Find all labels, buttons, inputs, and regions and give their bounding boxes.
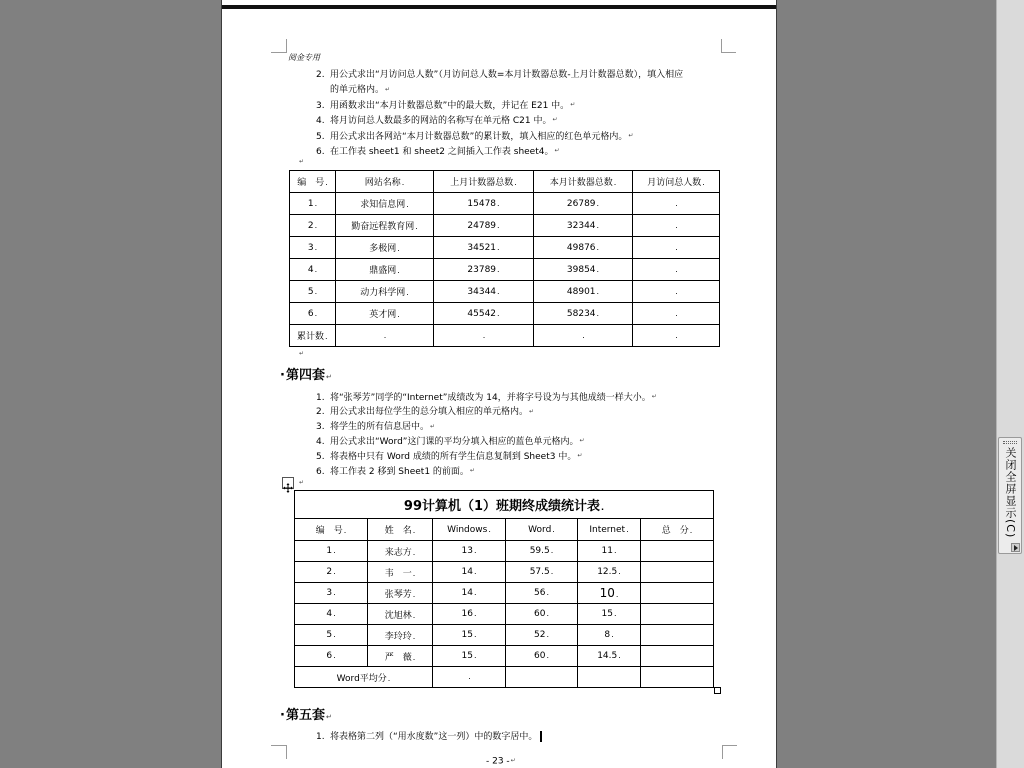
list-item-text: 用函数求出“本月计数器总数”中的最大数，并记在 E21 中。 ↵: [330, 101, 575, 111]
table-cell[interactable]: 4 .: [295, 604, 368, 625]
list-item-number: 1.: [316, 732, 325, 742]
table-cell[interactable]: [433, 667, 506, 688]
list-item-text: 用公式求出每位学生的总分填入相应的单元格内。 ↵: [330, 407, 534, 417]
list-item-text: 将表格中只有 Word 成绩的所有学生信息复制到 Sheet3 中。 ↵: [330, 452, 582, 462]
table-cell[interactable]: 60 .: [506, 646, 578, 667]
crop-mark-top-right-v: [721, 39, 722, 53]
table-cell[interactable]: [633, 259, 720, 281]
close-fullscreen-button[interactable]: [998, 437, 1022, 554]
header-cell-word[interactable]: Word .: [506, 519, 578, 541]
list-item: [316, 405, 657, 420]
header-cell-this-month[interactable]: 本月计数器总数 .: [534, 171, 633, 193]
header-cell-number[interactable]: 编 号 .: [290, 171, 336, 193]
list-item-number: 5.: [316, 451, 325, 462]
table-cell[interactable]: 14 .: [433, 583, 506, 604]
average-label-cell[interactable]: Word平均分 .: [295, 667, 433, 688]
total-label-cell[interactable]: 累计数 .: [290, 325, 336, 347]
table-cell[interactable]: [641, 604, 714, 625]
list-item-text: 将“张琴芳”同学的“Internet”成绩改为 14，并将字号设为与其他成绩一样大小。 ↵: [330, 393, 657, 403]
header-cell-total[interactable]: 总 分 .: [641, 519, 714, 541]
table-cell[interactable]: 沈旭林 .: [368, 604, 433, 625]
list-item: [316, 730, 542, 744]
list-item-number: 4.: [316, 116, 325, 127]
list-item: [316, 144, 683, 159]
crop-mark-bottom-right-v: [722, 745, 723, 759]
website-counter-table: [289, 170, 720, 347]
list-item-number: 6.: [316, 146, 325, 157]
table-row: [295, 625, 714, 646]
table-row: [295, 583, 714, 604]
toolbar-grip[interactable]: [1003, 441, 1017, 444]
paragraph-mark: [299, 158, 304, 165]
table-cell[interactable]: 张琴芳 .: [368, 583, 433, 604]
table-move-handle[interactable]: [282, 477, 294, 489]
table-row: [290, 193, 720, 215]
list-item-continuation: [316, 83, 683, 98]
table-cell[interactable]: 34521 .: [434, 237, 534, 259]
set4-task-list: [316, 390, 657, 479]
list-item: [316, 449, 657, 464]
table-cell[interactable]: 12.5 .: [578, 562, 641, 583]
list-item-text: 将表格第二列（“用水度数”这一列）中的数字居中。: [330, 732, 538, 742]
table-cell[interactable]: 14.5 .: [578, 646, 641, 667]
table-header-row: [290, 171, 720, 193]
list-item-number: 2.: [316, 70, 325, 80]
set5-task-list: [316, 730, 542, 744]
list-item: [316, 420, 657, 435]
list-item-text: 将学生的所有信息居中。 ↵: [330, 422, 435, 432]
list-item-number: 3.: [316, 100, 325, 111]
list-item-text: 将工作表 2 移到 Sheet1 的前面。 ↵: [330, 467, 475, 477]
list-item: [316, 113, 683, 128]
table-title-cell[interactable]: 99计算机（1）班期终成绩统计表 .: [295, 491, 714, 519]
list-item: [316, 390, 657, 405]
header-cell-monthly-visits[interactable]: 月访问总人数 .: [633, 171, 720, 193]
crop-mark-bottom-left-h: [271, 745, 286, 746]
crop-mark-bottom-left-v: [286, 745, 287, 759]
list-item-text: 将月访问总人数最多的网站的名称写在单元格 C21 中。 ↵: [330, 116, 558, 126]
table-row: [290, 215, 720, 237]
table-cell[interactable]: [641, 562, 714, 583]
table-row: [295, 646, 714, 667]
header-cell-number[interactable]: 编 号 .: [295, 519, 368, 541]
table-cell[interactable]: 1 .: [295, 541, 368, 562]
table-cell[interactable]: 34344 .: [434, 281, 534, 303]
list-item-number: 1.: [316, 392, 325, 403]
list-item-text: 用公式求出各网站“本月计数器总数”的累计数，填入相应的红色单元格内。 ↵: [330, 132, 633, 142]
table-total-row: [290, 325, 720, 347]
table-cell[interactable]: 58234 .: [534, 303, 633, 325]
table-cell[interactable]: 1 .: [290, 193, 336, 215]
table-cell[interactable]: 求知信息网 .: [336, 193, 434, 215]
table-cell[interactable]: 13 .: [433, 541, 506, 562]
table-cell-edited-internet-score[interactable]: 10 .: [578, 583, 641, 604]
fullscreen-toolbar-area: [996, 0, 1024, 768]
section-heading-set4: · 第四套 ↵: [280, 368, 332, 385]
list-item: [316, 434, 657, 449]
table-row: [290, 237, 720, 259]
table-cell[interactable]: 49876 .: [534, 237, 633, 259]
crop-mark-top-left-v: [286, 39, 287, 53]
page-number: - 23 - ↵: [486, 755, 516, 768]
table-cell[interactable]: [578, 667, 641, 688]
table-cell[interactable]: 45542 .: [434, 303, 534, 325]
table-cell[interactable]: [641, 625, 714, 646]
list-item: [316, 98, 683, 113]
list-item-text: 用公式求出“月访问总人数”（月访问总人数=本月计数器总数-上月计数器总数），填入相应: [330, 70, 684, 80]
move-arrows-icon: [283, 483, 293, 493]
table-cell[interactable]: [641, 646, 714, 667]
toolbar-options-button[interactable]: [1011, 543, 1020, 552]
crop-mark-top-right-h: [721, 52, 736, 53]
table-cell[interactable]: 严 薇 .: [368, 646, 433, 667]
table-row: [295, 562, 714, 583]
list-item: [316, 129, 683, 144]
table-cell[interactable]: 韦 一 .: [368, 562, 433, 583]
list-item-number: 4.: [316, 437, 325, 448]
table-cell[interactable]: 39854 .: [534, 259, 633, 281]
table-cell[interactable]: [641, 541, 714, 562]
header-cell-site-name[interactable]: 网站名称 .: [336, 171, 434, 193]
table-cell[interactable]: 24789 .: [434, 215, 534, 237]
table-cell[interactable]: 60 .: [506, 604, 578, 625]
chevron-right-icon: [1014, 545, 1018, 551]
list-item-number: 2.: [316, 407, 325, 418]
table-cell[interactable]: 52 .: [506, 625, 578, 646]
crop-mark-bottom-right-h: [722, 745, 737, 746]
list-item: [316, 68, 683, 83]
table-cell[interactable]: 5 .: [290, 281, 336, 303]
table-cell[interactable]: [534, 325, 633, 347]
list-item-number: 6.: [316, 466, 325, 477]
list-item-text: 用公式求出“Word”这门课的平均分填入相应的蓝色单元格内。 ↵: [330, 437, 585, 447]
table-cell[interactable]: 6 .: [290, 303, 336, 325]
table-cell[interactable]: [336, 325, 434, 347]
table-resize-handle[interactable]: [714, 687, 721, 694]
table-row: [290, 259, 720, 281]
table-cell[interactable]: 2 .: [290, 215, 336, 237]
table-cell[interactable]: 14 .: [433, 562, 506, 583]
list-item-number: 5.: [316, 131, 325, 142]
table-cell[interactable]: 勤奋远程教育网 .: [336, 215, 434, 237]
table-cell[interactable]: 2 .: [295, 562, 368, 583]
table-cell[interactable]: [633, 281, 720, 303]
header-cell-internet[interactable]: Internet .: [578, 519, 641, 541]
table-cell[interactable]: 英才网 .: [336, 303, 434, 325]
table-cell[interactable]: 15478 .: [434, 193, 534, 215]
table-cell[interactable]: 3 .: [290, 237, 336, 259]
table-cell[interactable]: [641, 583, 714, 604]
table-cell[interactable]: 4 .: [290, 259, 336, 281]
list-item-number: 3.: [316, 422, 325, 433]
table-cell[interactable]: 鼎盛网 .: [336, 259, 434, 281]
table-cell[interactable]: 3 .: [295, 583, 368, 604]
table-cell[interactable]: 57.5 .: [506, 562, 578, 583]
header-cell-last-month[interactable]: 上月计数器总数 .: [434, 171, 534, 193]
table-row: [295, 541, 714, 562]
table-cell[interactable]: [633, 215, 720, 237]
page-separator: [222, 5, 776, 9]
table-cell[interactable]: 32344 .: [534, 215, 633, 237]
table-title-row: [295, 491, 714, 519]
text-cursor: [540, 731, 542, 742]
table-cell[interactable]: 15 .: [433, 646, 506, 667]
table-cell[interactable]: [434, 325, 534, 347]
header-cell-name[interactable]: 姓 名 .: [368, 519, 433, 541]
table-cell[interactable]: [506, 667, 578, 688]
table-cell[interactable]: 26789 .: [534, 193, 633, 215]
close-fullscreen-label: 关闭全屏显示(C): [1004, 447, 1017, 539]
list-item: [316, 464, 657, 479]
table-cell[interactable]: [633, 325, 720, 347]
page-header-text: 阅金专用: [288, 53, 320, 62]
header-cell-windows[interactable]: Windows .: [433, 519, 506, 541]
crop-mark-top-left-h: [271, 52, 286, 53]
table-cell[interactable]: 5 .: [295, 625, 368, 646]
table-cell[interactable]: 来志方 .: [368, 541, 433, 562]
table-cell[interactable]: 8 .: [578, 625, 641, 646]
table-average-row: [295, 667, 714, 688]
table-cell[interactable]: 16 .: [433, 604, 506, 625]
table-cell[interactable]: 11 .: [578, 541, 641, 562]
table-cell[interactable]: 多极网 .: [336, 237, 434, 259]
section-heading-set5: · 第五套 ↵: [280, 708, 332, 725]
table-row: [290, 303, 720, 325]
grade-stats-table: [294, 490, 714, 688]
table-cell[interactable]: 48901 .: [534, 281, 633, 303]
table-row: [290, 281, 720, 303]
list-item-text: 的单元格内。 ↵: [330, 85, 390, 95]
table-cell[interactable]: 59.5 .: [506, 541, 578, 562]
paragraph-mark: [299, 350, 304, 357]
table-cell[interactable]: 15 .: [578, 604, 641, 625]
list-item-text: 在工作表 sheet1 和 sheet2 之间插入工作表 sheet4。 ↵: [330, 147, 560, 157]
table-cell[interactable]: [633, 237, 720, 259]
table-cell[interactable]: 动力科学网 .: [336, 281, 434, 303]
table-row: [295, 604, 714, 625]
set3-task-list: [316, 68, 683, 160]
table-cell[interactable]: 李玲玲 .: [368, 625, 433, 646]
table-cell[interactable]: [633, 193, 720, 215]
table-cell[interactable]: 23789 .: [434, 259, 534, 281]
table-cell[interactable]: 6 .: [295, 646, 368, 667]
table-cell[interactable]: 15 .: [433, 625, 506, 646]
table-cell[interactable]: 56 .: [506, 583, 578, 604]
table-cell[interactable]: [641, 667, 714, 688]
table-header-row: [295, 519, 714, 541]
paragraph-mark: [299, 479, 304, 486]
table-cell[interactable]: [633, 303, 720, 325]
